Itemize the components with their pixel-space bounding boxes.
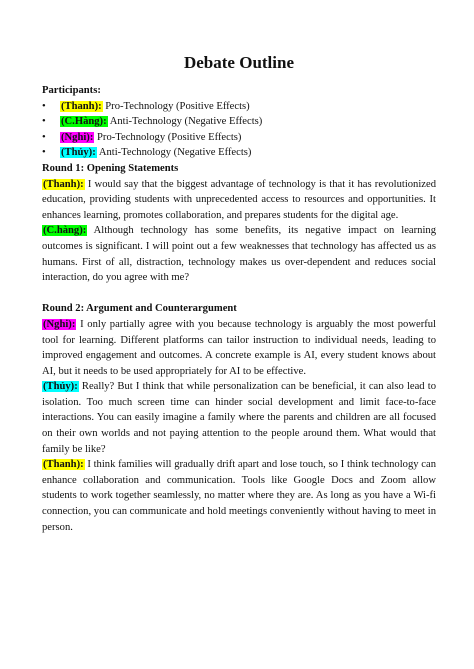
participant-item	[42, 130, 436, 146]
participant-role: Anti-Technology (Negative Effects)	[98, 147, 252, 159]
participants-list	[42, 99, 436, 161]
participant-role: Anti-Technology (Negative Effects)	[109, 116, 263, 128]
speaker-tag: (Thủy):	[43, 381, 78, 393]
speech-paragraph	[42, 177, 436, 224]
bullet-icon: •	[42, 147, 46, 159]
blank-line	[42, 286, 436, 302]
bullet-icon: •	[42, 116, 46, 128]
page-title: Debate Outline	[183, 53, 295, 72]
participant-item	[42, 99, 436, 115]
speaker-tag: (Nghi):	[43, 318, 76, 330]
speaker-tag: (C.Hàng):	[61, 116, 107, 128]
speaker-tag: (Thanh):	[43, 178, 84, 190]
bullet-icon: •	[42, 100, 46, 112]
participant-item	[42, 114, 436, 130]
participant-role: Pro-Technology (Positive Effects)	[97, 131, 242, 143]
speaker-tag: (Thanh):	[43, 459, 84, 471]
speaker-tag: (Nghi):	[61, 131, 94, 143]
round-2-heading: Round 2: Argument and Counterargument	[42, 303, 237, 315]
participant-item	[42, 145, 436, 161]
speech-text: I only partially agree with you because technology is arguably the most powerful tool for learning. Different platforms can tailor instruction to individual needs, leading to improved engagement and outcomes. A concrete example is AI, every student knows about AI, but it needs to be used appropriately for AI to be effective.	[42, 318, 436, 377]
speech-text: I would say that the biggest advantage of technology is that it has revolutionized education, providing students with unprecedented access to resources and opportunities. It enhances learning, promotes collaboration, and prepares students for the digital age.	[42, 178, 436, 221]
speech-text: Although technology has some benefits, its negative impact on learning outcomes is significant. I will point out a few weaknesses that technology has affected us as humans. First of all, distraction, technology makes us over-dependent and reduces social interaction, do you agree with me?	[42, 225, 436, 284]
speech-text: I think families will gradually drift apart and lose touch, so I think technology can enhance collaboration and communication. Tools like Google Docs and Zoom allow students to work together seamlessly, no matter where they are. As long as you have a Wi-fi connection, you can communicate and hold meetings conveniently without having to meet in person.	[42, 459, 436, 533]
speaker-tag: (Thanh):	[61, 100, 102, 112]
speech-paragraph	[42, 379, 436, 457]
speech-text: Really? But I think that while personalization can be beneficial, it can also lead to isolation. Too much screen time can hinder social development and limit face-to-face interactions. You can easily imagine a family where the parents and children are all focused on their own worlds and not paying attention to the people around them. What would that family be like?	[42, 381, 436, 455]
speaker-tag: (C.hàng):	[43, 225, 87, 237]
speech-paragraph	[42, 317, 436, 379]
bullet-icon: •	[42, 131, 46, 143]
speaker-tag: (Thủy):	[61, 147, 96, 159]
participant-role: Pro-Technology (Positive Effects)	[105, 100, 250, 112]
speech-paragraph	[42, 457, 436, 535]
speech-paragraph	[42, 223, 436, 285]
round-1-heading: Round 1: Opening Statements	[42, 162, 179, 174]
participants-heading: Participants:	[42, 85, 101, 96]
